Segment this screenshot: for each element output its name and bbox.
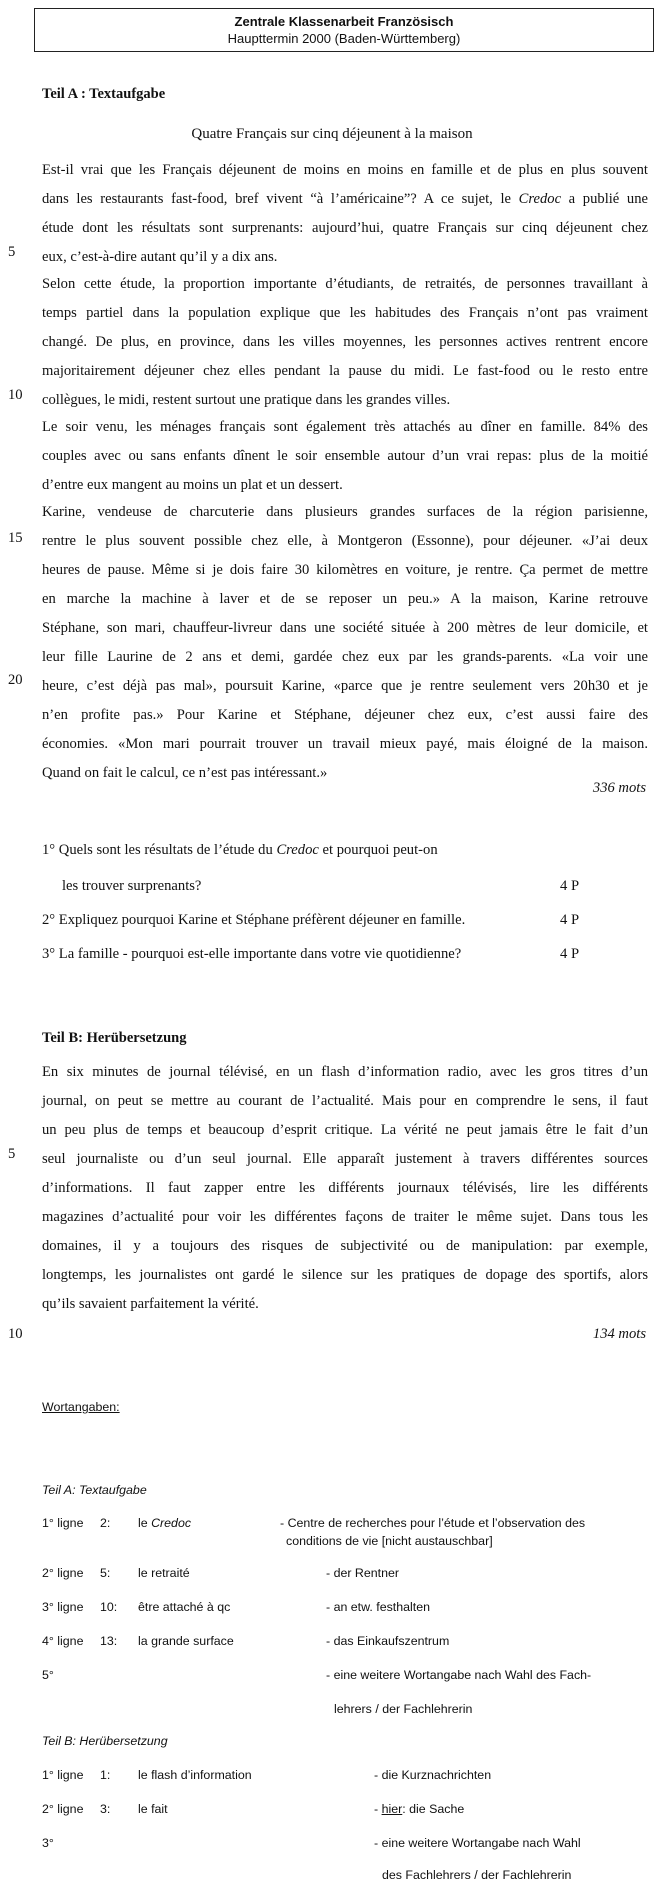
vocab-heading: Wortangaben:: [42, 1400, 120, 1414]
text-line: en marche la machine à laver et de se reposer un peu.» A la maison, Karine retrouve: [42, 591, 648, 607]
text-line: n’en profite pas.» Pour Karine et Stéphane, déjeuner chez eux, c’est aussi faire des: [42, 707, 648, 723]
vocab-line-num: 13:: [100, 1634, 118, 1648]
vocab-ref: 5°: [42, 1668, 54, 1682]
vocab-ref: 4° ligne: [42, 1634, 84, 1648]
vocab-french: le flash d’information: [138, 1768, 252, 1782]
exam-subtitle: Haupttermin 2000 (Baden-Württemberg): [227, 31, 461, 46]
vocab-german: - der Rentner: [326, 1566, 400, 1580]
text-line: heures de pause. Même si je dois faire 30 kilomètres en voiture, je rentre. Ça permet de mettre: [42, 562, 648, 578]
word-count-a: 336 mots: [592, 780, 646, 796]
vocab-section-a: Teil A: Textaufgabe: [42, 1483, 147, 1497]
text-line: Le soir venu, les ménages français sont également très attachés au dîner en famille. 84% des: [42, 419, 648, 435]
text-line: longtemps, les journalistes ont gardé le silence sur les pratiques de dopage des sportifs, alors: [42, 1267, 648, 1283]
text-line: eux, c’est-à-dire autant qu’il y a dix ans.: [42, 249, 278, 265]
vocab-german: - eine weitere Wortangabe nach Wahl des Fach-: [326, 1668, 592, 1682]
line-number: 5: [8, 1146, 16, 1162]
question-3: 3° La famille - pourquoi est-elle importante dans votre vie quotidienne?: [42, 946, 462, 962]
exam-title: Zentrale Klassenarbeit Französisch: [234, 14, 454, 29]
text-line: qu’ils savaient parfaitement la vérité.: [42, 1296, 259, 1312]
vocab-ref: 2° ligne: [42, 1802, 84, 1816]
vocab-french: le fait: [138, 1802, 168, 1816]
text-line: heure, c’est déjà pas mal», poursuit Karine, «parce que je rentre seulement vers 20h30 et je: [42, 678, 648, 694]
text-line: seul journaliste ou d’un seul journal. Elle apparaît justement à travers différentes sources: [42, 1151, 648, 1167]
question-3-points: 4 P: [560, 946, 580, 962]
text-title: Quatre Français sur cinq déjeunent à la maison: [191, 126, 473, 142]
translation-paragraph: [42, 1058, 648, 1319]
vocab-section-b: Teil B: Herübersetzung: [42, 1734, 168, 1748]
text-line: magazines d’actualité pour voir les différentes façons de traiter le même sujet. Dans tous les: [42, 1209, 648, 1225]
text-line: un peu plus de temps et beaucoup d’esprit critique. La vérité ne peut jamais être le fait d’un: [42, 1122, 648, 1138]
text-line: économies. «Mon mari pourrait trouver un travail mieux payé, mais éloigné de la maison.: [42, 736, 648, 752]
word-count-b: 134 mots: [592, 1326, 646, 1342]
vocab-french: le retraité: [138, 1566, 190, 1580]
question-2-points: 4 P: [560, 912, 580, 928]
text-line: couples avec ou sans enfants dînent le soir ensemble autour d’un vrai repas: plus de la moitié: [42, 448, 648, 464]
text-line: Selon cette étude, la proportion importante d’étudiants, de retraités, de personnes travaillant à: [42, 276, 648, 292]
vocab-line-num: 2:: [100, 1516, 111, 1530]
line-number: 5: [8, 244, 16, 260]
paragraph-3: [42, 413, 648, 500]
text-line: Stéphane, son mari, chauffeur-livreur dans une société située à 200 mètres de leur domicile, et: [42, 620, 648, 636]
text-line: dans les restaurants fast-food, bref vivent “à l’américaine”? A ce sujet, le Credoc a publié une: [42, 191, 648, 207]
teil-b-heading: Teil B: Herübersetzung: [42, 1030, 187, 1046]
question-1: 1° Quels sont les résultats de l’étude du Credoc et pourquoi peut-on: [42, 842, 438, 858]
vocab-german-cont: conditions de vie [nicht austauschbar]: [286, 1534, 493, 1548]
text-line: étude dont les résultats sont surprenants: aujourd’hui, quatre Français sur cinq déjeunent chez: [42, 220, 648, 236]
line-number: 15: [8, 530, 23, 546]
vocab-german-cont: lehrers / der Fachlehrerin: [334, 1702, 473, 1716]
vocab-german: - Centre de recherches pour l’étude et l’observation des: [280, 1516, 586, 1530]
line-number: 10: [8, 1326, 23, 1342]
question-1-points: 4 P: [560, 878, 580, 894]
text-line: journal, on peut se mettre au courant de l’actualité. Mais pour en comprendre le sens, il faut: [42, 1093, 648, 1109]
vocab-line-num: 3:: [100, 1802, 111, 1816]
vocab-german: - die Kurznachrichten: [374, 1768, 492, 1782]
question-2: 2° Expliquez pourquoi Karine et Stéphane préfèrent déjeuner en famille.: [42, 912, 466, 928]
vocab-german: - an etw. festhalten: [326, 1600, 431, 1614]
text-line: d’entre eux mangent au moins un plat et un dessert.: [42, 477, 343, 493]
vocab-french: être attaché à qc: [138, 1600, 231, 1614]
paragraph-2: [42, 270, 648, 415]
vocab-french: le Credoc: [138, 1516, 192, 1530]
text-line: Quand on fait le calcul, ce n’est pas intéressant.»: [42, 765, 328, 781]
text-line: En six minutes de journal télévisé, en un flash d’information radio, avec les gros titres d’un: [42, 1064, 648, 1080]
vocab-line-num: 1:: [100, 1768, 111, 1782]
exam-header-box: [34, 8, 654, 52]
vocab-line-num: 10:: [100, 1600, 118, 1614]
text-line: domaines, il y a toujours des risques de subjectivité ou de manipulation: par exemple,: [42, 1238, 648, 1254]
vocab-ref: 1° ligne: [42, 1516, 84, 1530]
vocab-french: la grande surface: [138, 1634, 234, 1648]
text-line: Est-il vrai que les Français déjeunent de moins en moins en famille et de plus en plus souvent: [42, 162, 648, 178]
text-line: changé. De plus, en province, dans les villes moyennes, les personnes actives rentrent encore: [42, 334, 648, 350]
text-line: rentre le plus souvent possible chez elle, à Montgeron (Essonne), pour déjeuner. «J’ai deux: [42, 533, 648, 549]
text-line: Karine, vendeuse de charcuterie dans plusieurs grandes surfaces de la région parisienne,: [42, 504, 648, 520]
vocab-german: - das Einkaufszentrum: [326, 1634, 450, 1648]
text-line: leur fille Laurine de 2 ans et demi, gardée chez eux par les grands-parents. «La voir une: [42, 649, 648, 665]
vocab-ref: 3° ligne: [42, 1600, 84, 1614]
text-line: majoritairement déjeuner chez elles pendant la pause du midi. Le fast-food ou le resto entre: [42, 363, 648, 379]
vocab-german-cont: des Fachlehrers / der Fachlehrerin: [382, 1868, 572, 1882]
vocab-line-num: 5:: [100, 1566, 111, 1580]
vocab-ref: 2° ligne: [42, 1566, 84, 1580]
teil-a-heading: Teil A : Textaufgabe: [42, 86, 166, 102]
line-number: 10: [8, 387, 23, 403]
text-line: collègues, le midi, restent surtout une pratique dans les grandes villes.: [42, 392, 451, 408]
line-number: 20: [8, 672, 23, 688]
vocab-german: - eine weitere Wortangabe nach Wahl: [374, 1836, 581, 1850]
text-line: temps partiel dans la population explique que les habitudes des Français n’ont pas vraiment: [42, 305, 648, 321]
text-line: d’informations. Il faut zapper entre les différents journaux télévisés, lire les différents: [42, 1180, 648, 1196]
vocab-ref: 3°: [42, 1836, 54, 1850]
vocab-german: - hier: die Sache: [374, 1802, 465, 1816]
paragraph-1: [42, 156, 648, 272]
vocab-ref: 1° ligne: [42, 1768, 84, 1782]
paragraph-4: [42, 498, 648, 788]
question-1-continuation: les trouver surprenants?: [62, 878, 202, 894]
